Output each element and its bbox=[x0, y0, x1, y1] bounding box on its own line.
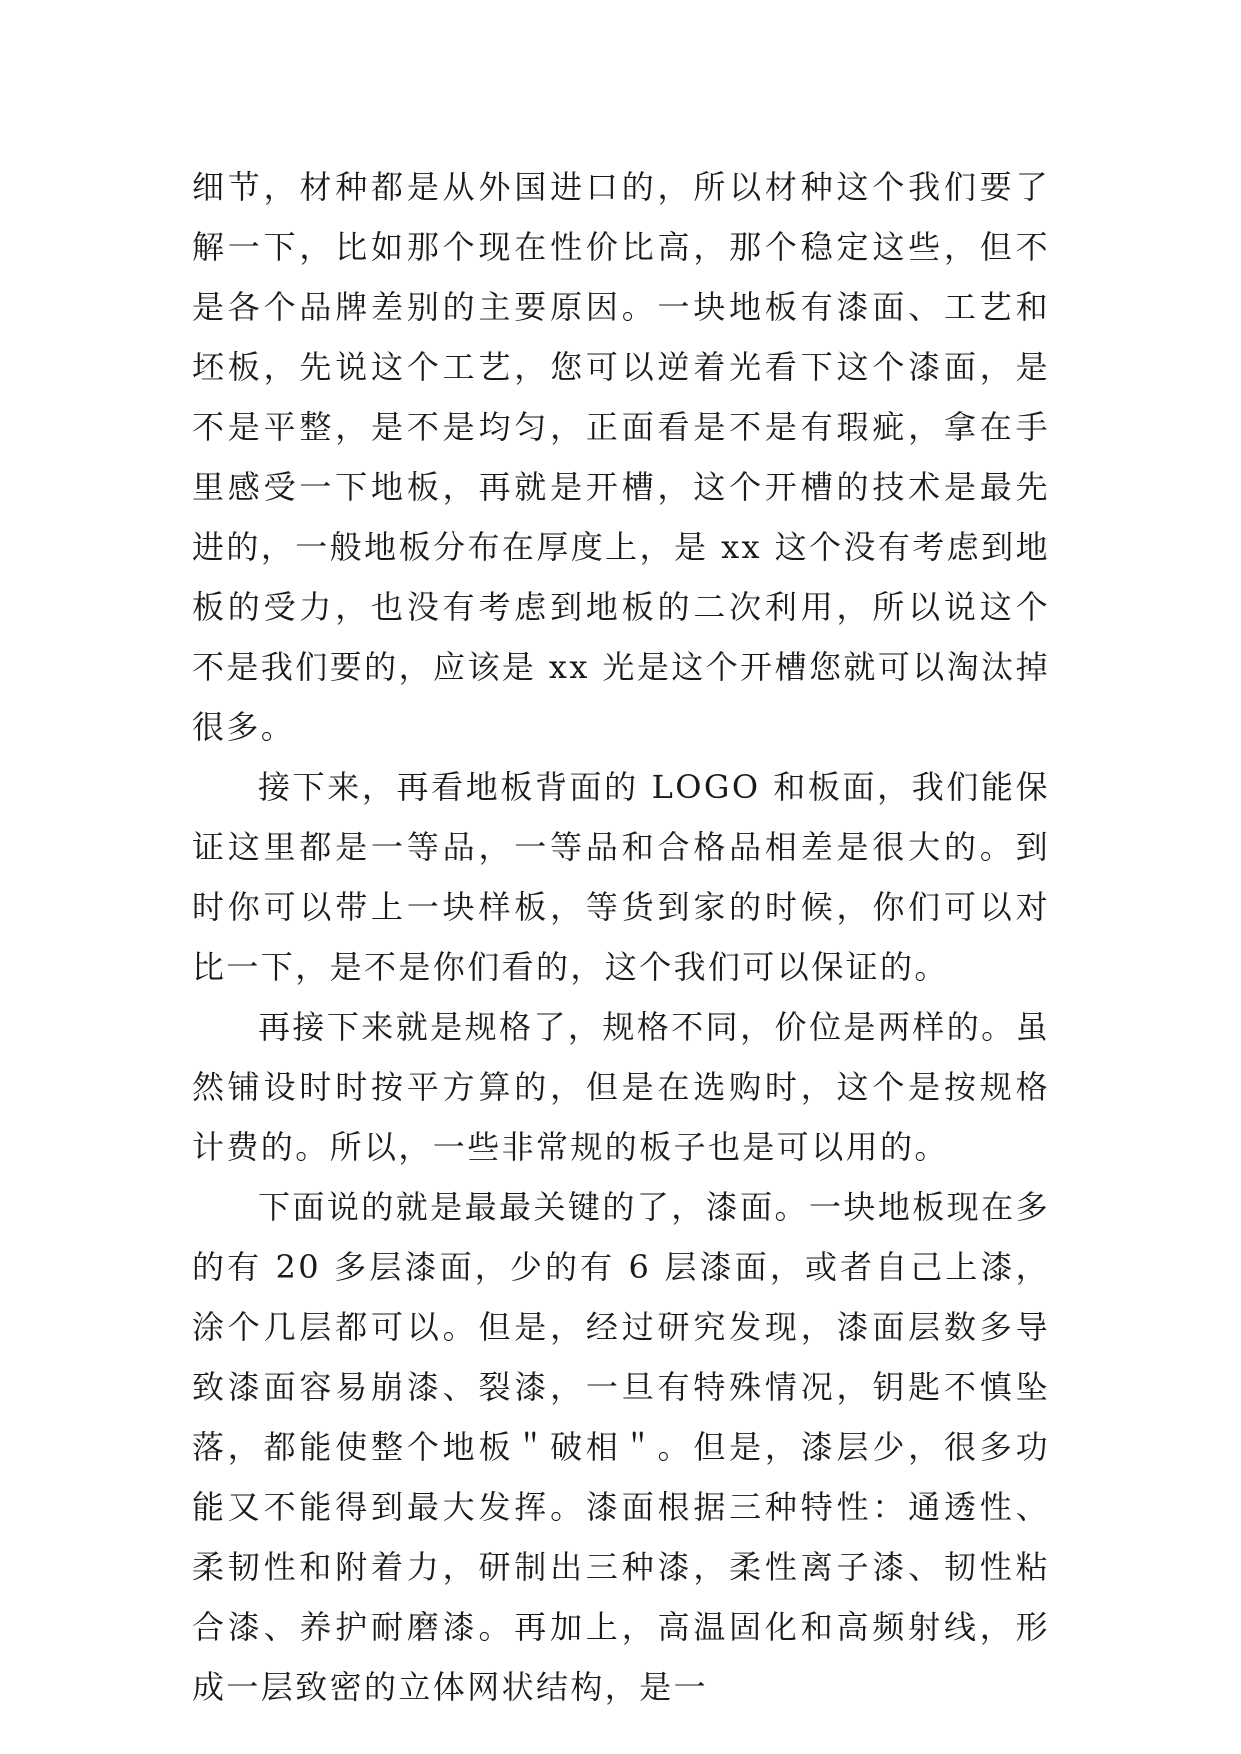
paragraph-1: 细节，材种都是从外国进口的，所以材种这个我们要了解一下，比如那个现在性价比高，那个稳定这些，但不是各个品牌差别的主要原因。一块地板有漆面、工艺和坯板，先说这个工艺，您可以逆着光看下这个漆面，是不是平整，是不是均匀，正面看是不是有瑕疵，拿在手里感受一下地板，再就是开槽，这个开槽的技术是最先进的，一般地板分布在厚度上，是 xx 这个没有考虑到地板的受力，也没有考虑到地板的二次利用，所以说这个不是我们要的，应该是 xx 光是这个开槽您就可以淘汰掉很多。 bbox=[192, 168, 1050, 746]
document-body bbox=[192, 157, 1050, 1717]
paragraph-4: 下面说的就是最最关键的了，漆面。一块地板现在多的有 20 多层漆面，少的有 6 层漆面，或者自己上漆，涂个几层都可以。但是，经过研究发现，漆面层数多导致漆面容易崩漆、裂漆，一旦有特殊情况，钥匙不慎坠落，都能使整个地板＂破相＂。但是，漆层少，很多功能又不能得到最大发挥。漆面根据三种特性：通透性、柔韧性和附着力，研制出三种漆，柔性离子漆、韧性粘合漆、养护耐磨漆。再加上，高温固化和高频射线，形成一层致密的立体网状结构，是一 bbox=[192, 1188, 1050, 1706]
paragraph-3: 再接下来就是规格了，规格不同，价位是两样的。虽然铺设时时按平方算的，但是在选购时，这个是按规格计费的。所以，一些非常规的板子也是可以用的。 bbox=[192, 1008, 1050, 1166]
paragraph-2: 接下来，再看地板背面的 LOGO 和板面，我们能保证这里都是一等品，一等品和合格品相差是很大的。到时你可以带上一块样板，等货到家的时候，你们可以对比一下，是不是你们看的，这个我们可以保证的。 bbox=[192, 768, 1050, 986]
